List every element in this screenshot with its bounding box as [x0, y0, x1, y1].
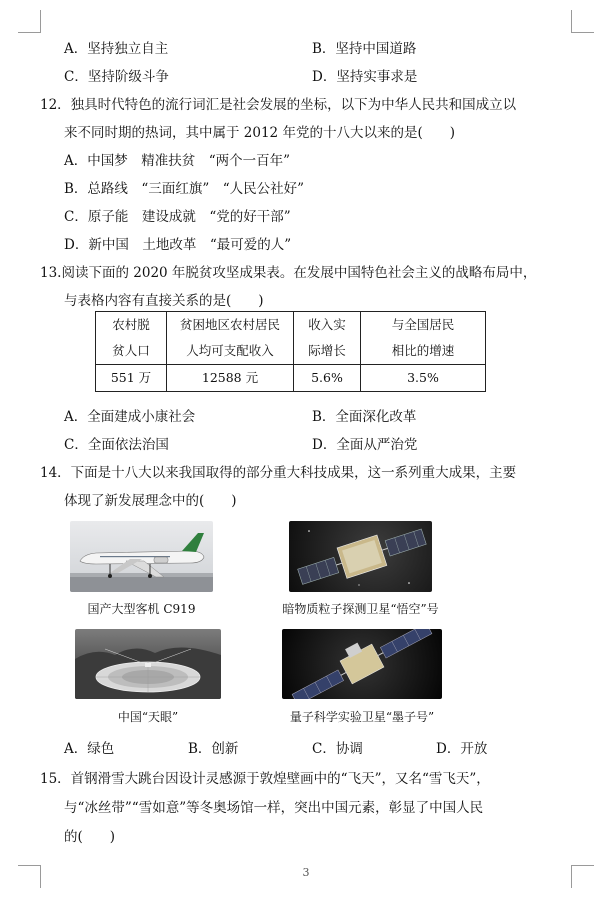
q13-option-d: D．全面从严治党 — [312, 437, 418, 453]
q13-stem-line-2: 与表格内容有直接关系的是( ) — [64, 293, 264, 309]
c919-airliner-photo — [70, 521, 213, 592]
q12-option-b: B．总路线 “三面红旗” “人民公社好” — [64, 181, 305, 197]
table-header-cell: 收入实 际增长 — [294, 312, 361, 365]
q12-option-d: D．新中国 土地改革 “最可爱的人” — [64, 237, 292, 253]
table-cell: 551 万 — [96, 365, 167, 392]
airplane-icon — [70, 521, 213, 592]
q13-stem-line-1: 13.阅读下面的 2020 年脱贫攻坚成果表。在发展中国特色社会主义的战略布局中， — [40, 265, 537, 281]
wukong-satellite-photo — [289, 521, 432, 592]
q12-stem-line-2: 来不同时期的热词，其中属于 2012 年党的十八大以来的是( ) — [64, 125, 455, 141]
q14-option-c: C．协调 — [312, 741, 363, 757]
q13-option-a: A．全面建成小康社会 — [64, 409, 196, 425]
q12-option-a: A．中国梦 精准扶贫 “两个一百年” — [64, 153, 291, 169]
satellite-icon — [282, 629, 442, 699]
q15-stem-line-2: 与“冰丝带”“雪如意”等冬奥场馆一样，突出中国元素，彰显了中国人民 — [64, 800, 484, 816]
q11-option-b: B．坚持中国道路 — [312, 41, 417, 57]
q15-stem-line-3: 的( ) — [64, 829, 116, 845]
q14-option-d: D．开放 — [436, 741, 488, 757]
crop-mark-top-right — [571, 10, 594, 33]
q14-option-b: B．创新 — [188, 741, 239, 757]
wukong-caption: 暗物质粒子探测卫星“悟空”号 — [282, 602, 439, 616]
table-header-row — [96, 312, 486, 365]
table-header-cell: 与全国居民 相比的增速 — [361, 312, 486, 365]
table-cell: 12588 元 — [167, 365, 294, 392]
satellite-icon — [289, 521, 432, 592]
q13-option-c: C．全面依法治国 — [64, 437, 169, 453]
telescope-icon — [75, 629, 221, 699]
q11-option-d: D．坚持实事求是 — [312, 69, 418, 85]
crop-mark-top-left — [18, 10, 41, 33]
table-row — [96, 365, 486, 392]
table-cell: 3.5% — [361, 365, 486, 392]
table-header-cell: 贫困地区农村居民 人均可支配收入 — [167, 312, 294, 365]
micius-satellite-photo — [282, 629, 442, 699]
q12-stem-line-1: 12．独具时代特色的流行词汇是社会发展的坐标，以下为中华人民共和国成立以 — [40, 97, 517, 113]
q14-stem-line-2: 体现了新发展理念中的( ) — [64, 493, 237, 509]
micius-caption: 量子科学实验卫星“墨子号” — [289, 710, 435, 724]
table-header-cell: 农村脱 贫人口 — [96, 312, 167, 365]
table-cell: 5.6% — [294, 365, 361, 392]
q14-stem-line-1: 14．下面是十八大以来我国取得的部分重大科技成果，这一系列重大成果，主要 — [40, 465, 517, 481]
q11-option-a: A．坚持独立自主 — [64, 41, 169, 57]
q12-option-c: C．原子能 建设成就 “党的好干部” — [64, 209, 291, 225]
q14-option-a: A．绿色 — [64, 741, 115, 757]
q15-stem-line-1: 15．首钢滑雪大跳台因设计灵感源于敦煌壁画中的“飞天”，又名“雪飞天”， — [40, 771, 490, 787]
poverty-results-table — [95, 311, 486, 392]
page-number: 3 — [302, 866, 310, 879]
tianyan-caption: 中国“天眼” — [117, 710, 179, 724]
fast-telescope-photo — [75, 629, 221, 699]
q13-option-b: B．全面深化改革 — [312, 409, 417, 425]
c919-caption: 国产大型客机 C919 — [87, 602, 196, 616]
q11-option-c: C．坚持阶级斗争 — [64, 69, 169, 85]
